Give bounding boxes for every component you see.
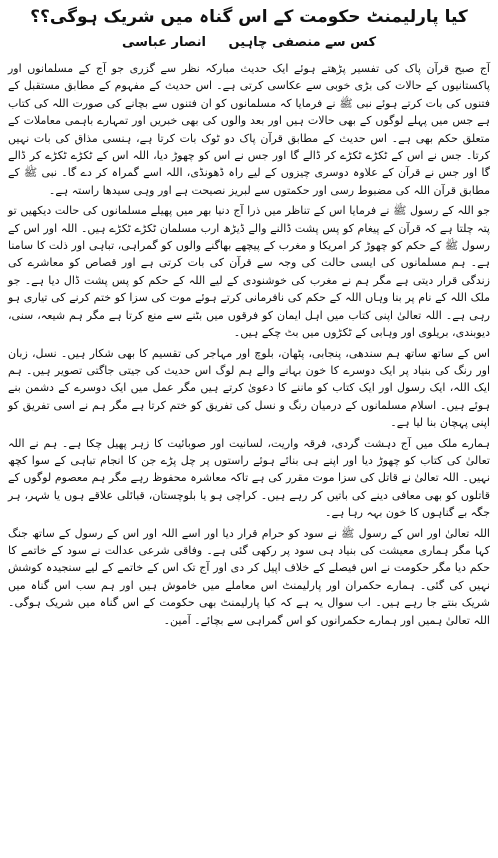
article-paragraph: جو اللہ کے رسول ﷺ نے فرمایا اس کے تناظر میں ذرا آج دنیا بھر میں پھیلے مسلمانوں کی حالت دیکھیں تو پتہ چلتا ہے کہ قرآن کے پیغام کو پس پشت ڈالنے والے ڈیڑھ ارب مسلمان ٹکڑے ٹکڑے ہیں۔ اللہ اور اس کے رسول ﷺ کے حکم کو چھوڑ کر امریکا و مغرب کے پیچھے بھاگنے والوں کو گمراہی، تباہی اور ذلت کا سامنا ہے۔ ہم مسلمانوں کی ایسی حالت کی وجہ سے قرآن کی بات کرتی ہے اور قصاص کو معاشرے کی زندگی قرار دیتی ہے مگر ہم نے مغرب کی خوشنودی کے لیے اللہ کے حکم کو پس پشت ڈال دیا ہے۔ جو ملک اللہ کے نام پر بنا وہاں اللہ کے حکم کی نافرمانی کرتے ہوئے موت کی سزا کو ختم کرنے کی تیاری ہو رہی ہے۔ اللہ تعالیٰ اپنی کتاب میں اہل ایمان کو فرقوں میں بٹنے سے منع کرتا ہے مگر ہم شیعہ، سنی، دیوبندی، بریلوی اور وہابی کے ٹکڑوں میں بٹ چکے ہیں۔ [8, 204, 490, 340]
article-paragraph: آج صبح قرآن پاک کی تفسیر پڑھتے ہوئے ایک حدیث مبارکہ نظر سے گزری جو آج کے مسلمانوں اور پاکستانیوں کے حالات کی بڑی خوبی سے عکاسی کرتی ہے۔ اس حدیث کے مفہوم کے مطابق مستقبل کے فتنوں کی بات کرتے ہوئے نبی ﷺ نے فرمایا کہ مسلمانوں کو ان فتنوں سے بچانے کی صورت اللہ کی کتاب ہے جس میں پہلے لوگوں کے بھی حالات ہیں اور بعد والوں کی بھی خبریں اور تمہارے باہمی معاملات کے متعلق حکم بھی ہے۔ اس حدیث کے مطابق قرآن پاک دو ٹوک بات کرتا ہے، ہنسی مذاق کی بات نہیں کرتا۔ جس نے اس کے ٹکڑے ٹکڑے کر ڈالے گا اور جس نے اس کو چھوڑ دیا، اللہ اس کے ٹکڑے ٹکڑے کر ڈالے گا اور جس نے قرآن کے علاوہ دوسری چیزوں کے لیے راہ ڈھونڈی، اللہ اسے گمراہ کر دے گا۔ نبی ﷺ کے مطابق قرآن اللہ کی مضبوط رسی اور حکمتوں سے لبریز نصیحت ہے اور وہی سیدھا راستہ ہے۔ [8, 62, 490, 197]
column-tagline: کس سے منصفی چاہیں [228, 35, 377, 50]
article-paragraph: اس کے ساتھ ساتھ ہم سندھی، پنجابی، پٹھان، بلوچ اور مہاجر کی تقسیم کا بھی شکار ہیں۔ نسل، زبان اور رنگ کی بنیاد پر ایک دوسرے کا خون بہانے والے ہم لوگ اس حدیث کی جیتی جاگتی تصویر ہیں۔ ہم ایک اللہ، ایک رسول اور ایک کتاب کو ماننے کا دعویٰ کرتے ہیں مگر عمل میں ایک دوسرے کے دشمن بنے ہوئے ہیں۔ اسلام مسلمانوں کے درمیان رنگ و نسل کی تفریق کو ختم کرتا ہے مگر ہم نے اسی تفریق کو اپنی پہچان بنا لیا ہے۔ [8, 346, 490, 430]
article-headline: کیا پارلیمنٹ حکومت کے اس گناہ میں شریک ہوگی؟؟ [30, 7, 468, 27]
article-paragraph: اللہ تعالیٰ اور اس کے رسول ﷺ نے سود کو حرام قرار دیا اور اسے اللہ اور اس کے رسول کے ساتھ جنگ کہا مگر ہماری معیشت کی بنیاد ہی سود پر رکھی گئی ہے۔ وفاقی شرعی عدالت نے سود کے خاتمے کا حکم دیا مگر حکومت نے اس فیصلے کے خلاف اپیل کر دی اور آج تک اس کے خاتمے کے لیے سنجیدہ کوشش نہیں کی گئی۔ ہمارے حکمران اور پارلیمنٹ اس معاملے میں خاموش ہیں اور ہم سب اس گناہ میں شریک بنتے جا رہے ہیں۔ اب سوال یہ ہے کہ کیا پارلیمنٹ بھی حکومت کے اس گناہ میں شریک ہوگی۔ اللہ تعالیٰ ہمیں اور ہمارے حکمرانوں کو اس گمراہی سے بچائے۔ آمین۔ [8, 526, 490, 627]
article-paragraph: ہمارے ملک میں آج دہشت گردی، فرقہ واریت، لسانیت اور صوبائیت کا زہر پھیل چکا ہے۔ ہم نے اللہ تعالیٰ کی کتاب کو چھوڑ دیا اور اپنے ہی بنائے ہوئے راستوں پر چل پڑے جن کا انجام تباہی کے سوا کچھ نہیں۔ اللہ تعالیٰ نے قاتل کی سزا موت مقرر کی ہے تاکہ معاشرہ محفوظ رہے مگر ہم معصوم لوگوں کے قاتلوں کو بھی معافی دینے کی باتیں کر رہے ہیں۔ کراچی ہو یا بلوچستان، قبائلی علاقے ہوں یا شہر، ہر جگہ بے گناہوں کا خون بہہ رہا ہے۔ [8, 436, 490, 520]
article-body [8, 60, 490, 629]
author-name: انصار عباسی [121, 35, 207, 50]
article-byline [8, 34, 490, 52]
